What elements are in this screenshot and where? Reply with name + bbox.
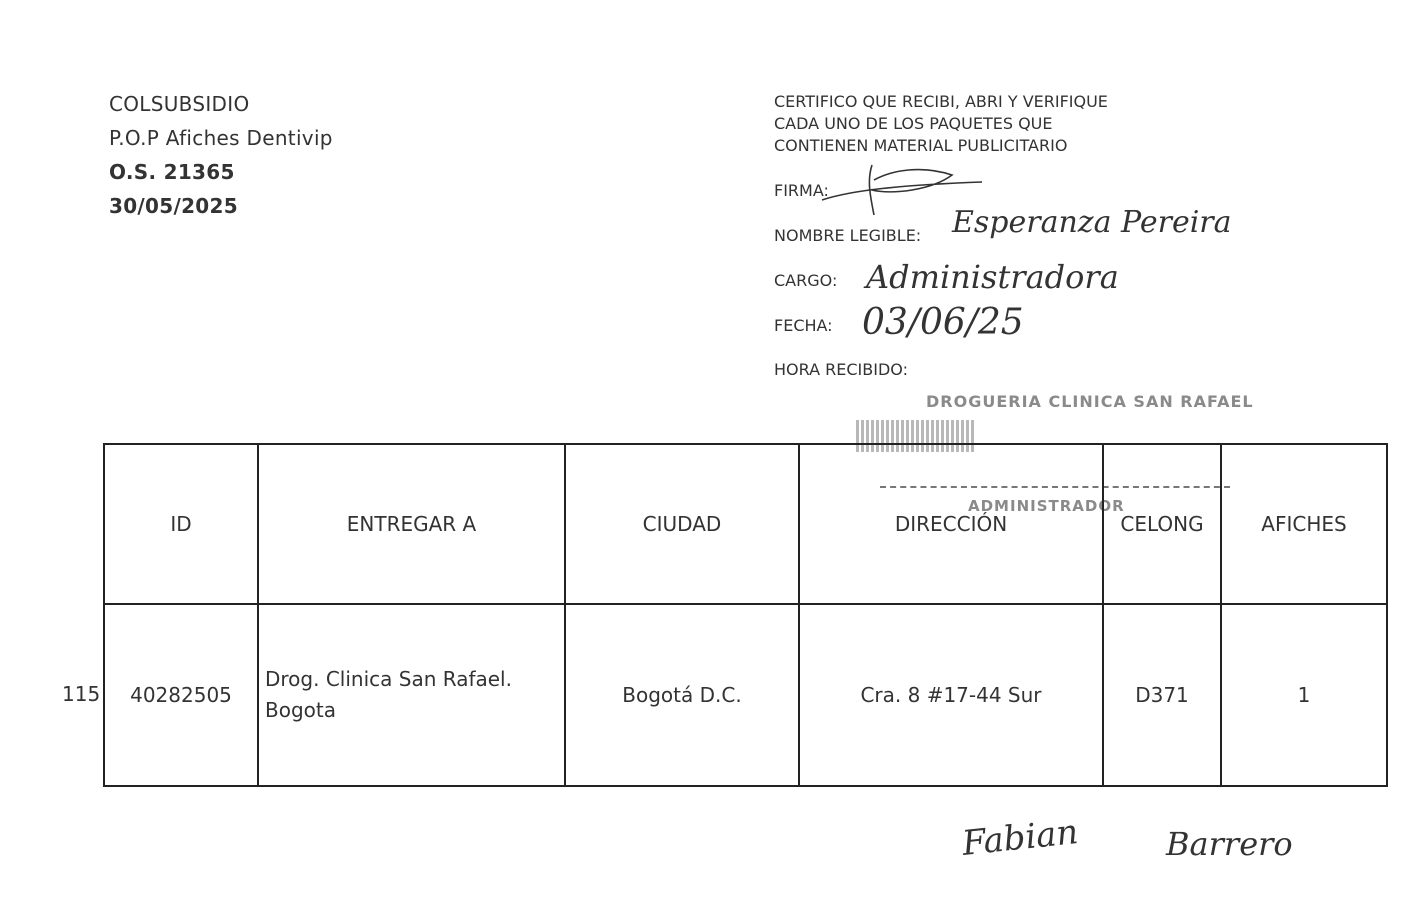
project-name: P.O.P Afiches Dentivip [109,126,333,150]
order-number: O.S. 21365 [109,160,235,184]
header-direccion: DIRECCIÓN [799,444,1103,604]
signature-left: Fabian [960,812,1081,864]
cargo-label: CARGO: [774,271,838,290]
cell-direccion: Cra. 8 #17-44 Sur [799,604,1103,786]
certification-line-1: CERTIFICO QUE RECIBI, ABRI Y VERIFIQUE [774,92,1108,111]
signature-right: Barrero [1166,825,1293,863]
stamp-company: DROGUERIA CLINICA SAN RAFAEL [926,392,1254,411]
certification-text [774,91,1108,157]
firma-label: FIRMA: [774,181,829,200]
row-number: 115 [62,682,101,706]
header-afiches: AFICHES [1221,444,1387,604]
header-celong: CELONG [1103,444,1221,604]
header-entregar: ENTREGAR A [258,444,565,604]
table-row [104,604,1387,786]
header-id: ID [104,444,258,604]
order-date: 30/05/2025 [109,194,238,218]
company-name: COLSUBSIDIO [109,92,250,116]
fecha-value: 03/06/25 [862,302,1024,343]
nombre-value: Esperanza Pereira [952,205,1232,240]
cell-afiches: 1 [1221,604,1387,786]
nombre-label: NOMBRE LEGIBLE: [774,226,922,245]
table-header-row [104,444,1387,604]
cell-id: 40282505 [104,604,258,786]
delivery-table [103,443,1388,787]
cell-ciudad: Bogotá D.C. [565,604,799,786]
fecha-label: FECHA: [774,316,833,335]
header-block [109,92,333,228]
header-ciudad: CIUDAD [565,444,799,604]
certification-line-3: CONTIENEN MATERIAL PUBLICITARIO [774,136,1068,155]
certification-line-2: CADA UNO DE LOS PAQUETES QUE [774,114,1053,133]
cell-entregar: Drog. Clinica San Rafael. Bogota [258,604,565,786]
stamp-role: ADMINISTRADOR [968,497,1125,515]
hora-label: HORA RECIBIDO: [774,360,908,379]
cell-celong: D371 [1103,604,1221,786]
cargo-value: Administradora [866,258,1119,296]
